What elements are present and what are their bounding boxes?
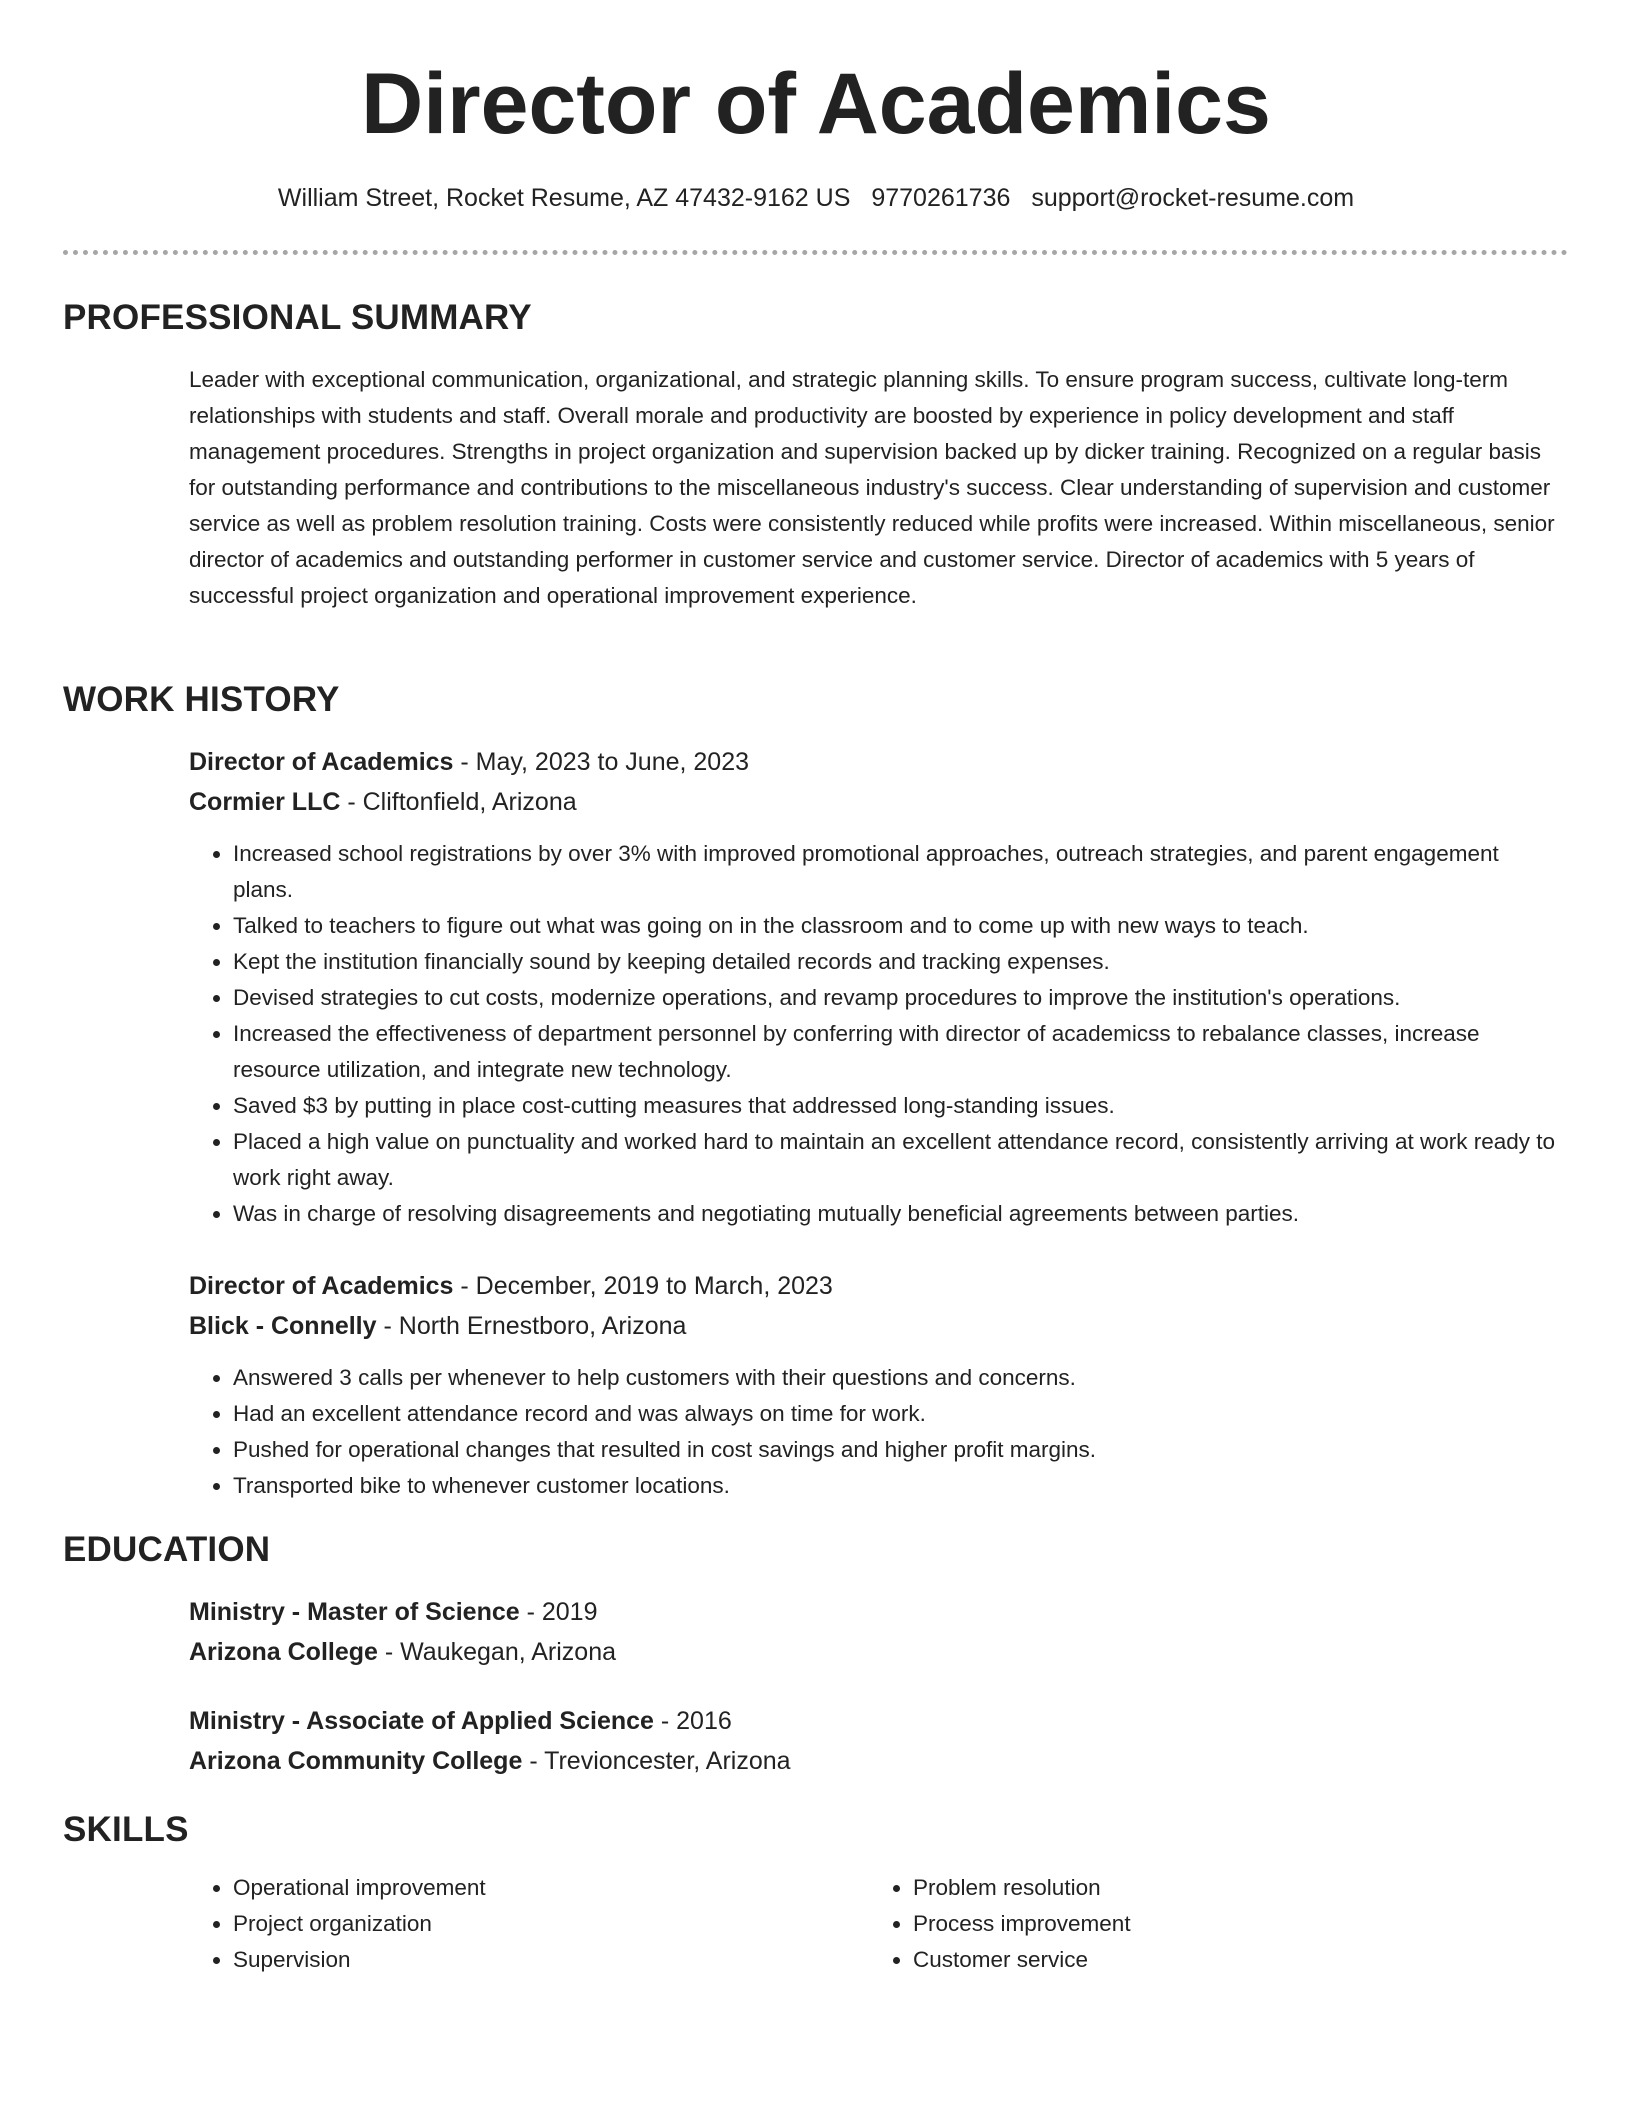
list-item: • Process improvement: [913, 1906, 1549, 1942]
list-item: • Pushed for operational changes that resulted in cost savings and higher profit margins.: [233, 1432, 1559, 1468]
degree: Ministry - Associate of Applied Science: [189, 1707, 654, 1735]
education-entry: [189, 1701, 1559, 1781]
job-location: - Cliftonfield, Arizona: [340, 788, 577, 816]
school-line: [189, 1632, 1559, 1672]
list-item: • Increased the effectiveness of department personnel by conferring with director of academicss to rebalance classes, increase resource utilization, and integrate new technology.: [233, 1016, 1559, 1088]
school-line: [189, 1741, 1559, 1781]
list-item: • Problem resolution: [913, 1870, 1549, 1906]
skills-heading: SKILLS: [63, 1810, 189, 1849]
job-entry: [189, 742, 1559, 1232]
school: Arizona Community College: [189, 1747, 523, 1775]
list-item: • Talked to teachers to figure out what was going on in the classroom and to come up with new ways to teach.: [233, 908, 1559, 944]
skills-column-right: [869, 1870, 1549, 1978]
school-location: - Trevioncester, Arizona: [522, 1747, 791, 1775]
list-item: • Transported bike to whenever customer locations.: [233, 1468, 1559, 1504]
job-company: Blick - Connelly: [189, 1312, 377, 1340]
list-item: • Placed a high value on punctuality and worked hard to maintain an excellent attendance record, consistently arriving at work ready to work right away.: [233, 1124, 1559, 1196]
list-item: • Project organization: [233, 1906, 869, 1942]
job-bullets: [189, 1360, 1559, 1504]
email: support@rocket-resume.com: [1031, 184, 1355, 212]
list-item: • Answered 3 calls per whenever to help customers with their questions and concerns.: [233, 1360, 1559, 1396]
degree-year: - 2016: [653, 1707, 732, 1735]
skills-section: [63, 1808, 1568, 1978]
summary-text: Leader with exceptional communication, organizational, and strategic planning skills. To ensure program success, cultivate long-term relationships with students and staff. Overall morale and productivity are boosted by experience in policy development and staff management procedures. Strengths in project organization and supervision backed up by dicker training. Recognized on a regular basis for outstanding performance and contributions to the miscellaneous industry's success. Clear understanding of supervision and customer service as well as problem resolution training. Costs were consistently reduced while profits were increased. Within miscellaneous, senior director of academics and outstanding performer in customer service and customer service. Director of academics with 5 years of successful project organization and operational improvement experience.: [189, 367, 1555, 608]
list-item: • Increased school registrations by over 3% with improved promotional approaches, outreach strategies, and parent engagement plans.: [233, 836, 1559, 908]
list-item: • Operational improvement: [233, 1870, 869, 1906]
education-heading: EDUCATION: [63, 1530, 271, 1569]
job-bullets: [189, 836, 1559, 1232]
job-entry: [189, 1266, 1559, 1504]
job-dates: - December, 2019 to March, 2023: [453, 1272, 833, 1300]
list-item: • Kept the institution financially sound by keeping detailed records and tracking expenses.: [233, 944, 1559, 980]
work-section: [63, 678, 1568, 1504]
contact-line: [0, 181, 1632, 215]
job-company-line: [189, 782, 1559, 822]
summary-heading: PROFESSIONAL SUMMARY: [63, 298, 532, 337]
list-item: • Saved $3 by putting in place cost-cutting measures that addressed long-standing issues.: [233, 1088, 1559, 1124]
summary-section: [63, 296, 1568, 614]
job-title: Director of Academics: [189, 1272, 454, 1300]
work-heading: WORK HISTORY: [63, 680, 340, 719]
list-item: • Supervision: [233, 1942, 869, 1978]
skills-column-left: [189, 1870, 869, 1978]
degree: Ministry - Master of Science: [189, 1598, 520, 1626]
list-item: • Customer service: [913, 1942, 1549, 1978]
job-dates: - May, 2023 to June, 2023: [453, 748, 750, 776]
job-title-line: [189, 1266, 1559, 1306]
page-title: Director of Academics: [361, 56, 1271, 152]
skills-grid: [189, 1870, 1559, 1978]
degree-line: [189, 1592, 1559, 1632]
job-location: - North Ernestboro, Arizona: [376, 1312, 687, 1340]
education-section: [63, 1528, 1568, 1781]
address: William Street, Rocket Resume, AZ 47432-9162 US: [277, 184, 851, 212]
list-item: • Was in charge of resolving disagreements and negotiating mutually beneficial agreements between parties.: [233, 1196, 1559, 1232]
education-entry: [189, 1592, 1559, 1672]
header-divider: [63, 250, 1568, 255]
phone: 9770261736: [871, 184, 1011, 212]
list-item: • Had an excellent attendance record and was always on time for work.: [233, 1396, 1559, 1432]
job-company-line: [189, 1306, 1559, 1346]
school: Arizona College: [189, 1638, 378, 1666]
school-location: - Waukegan, Arizona: [377, 1638, 617, 1666]
degree-line: [189, 1701, 1559, 1741]
degree-year: - 2019: [519, 1598, 598, 1626]
list-item: • Devised strategies to cut costs, modernize operations, and revamp procedures to improve the institution's operations.: [233, 980, 1559, 1016]
job-title: Director of Academics: [189, 748, 454, 776]
job-company: Cormier LLC: [189, 788, 341, 816]
job-title-line: [189, 742, 1559, 782]
